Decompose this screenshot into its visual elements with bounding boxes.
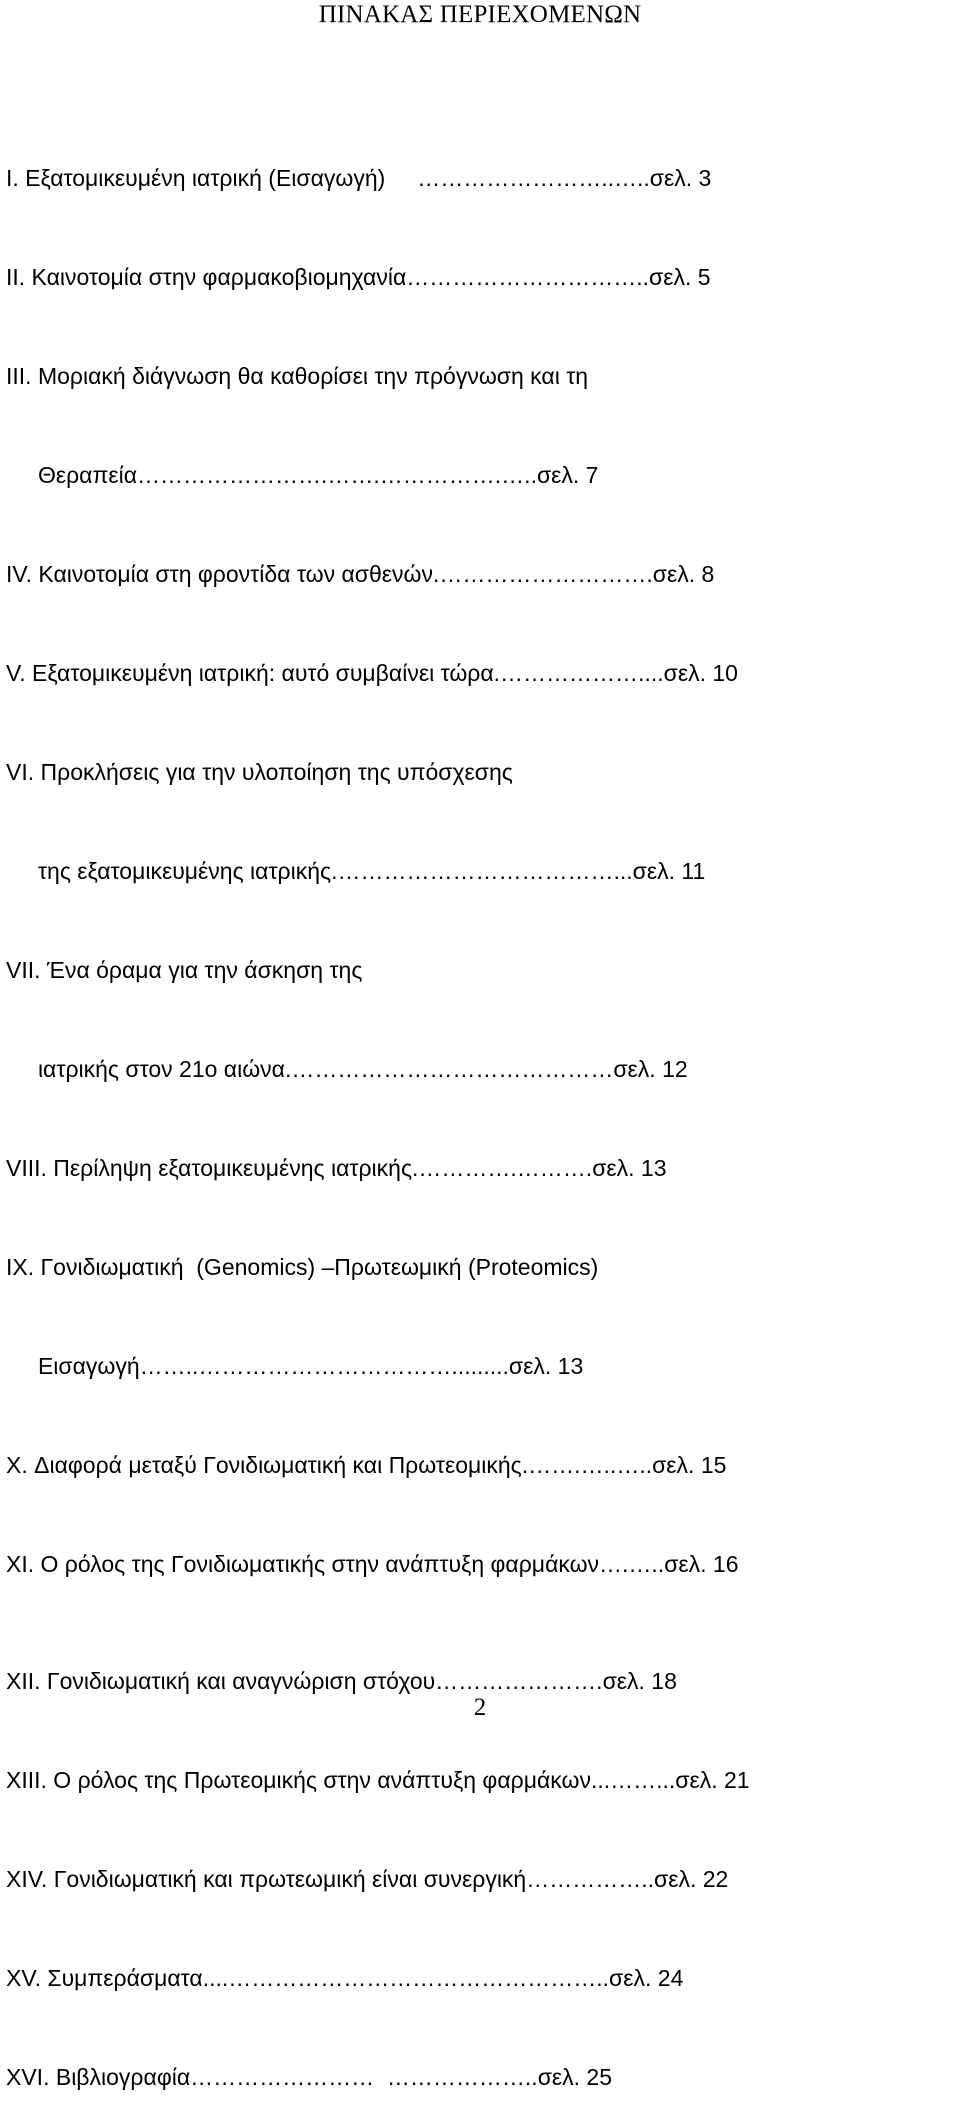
toc-entry: XI. Ο ρόλος της Γονιδιωματικής στην ανάπτυξη φαρμάκων….…..σελ. 16 — [6, 1551, 739, 1577]
toc-entry: XVI. Βιβλιογραφία…………………… ………………..σελ. 25 — [6, 2064, 613, 2090]
toc-entry: XIII. Ο ρόλος της Πρωτεομικής στην ανάπτυξη φαρμάκων...……...σελ. 21 — [6, 1767, 750, 1793]
toc-entry: IX. Γονιδιωματική (Genomics) –Πρωτεωμική (Proteomics) — [6, 1254, 599, 1280]
toc-entry: VII. Ένα όραμα για την άσκηση της — [6, 957, 363, 983]
toc-entry: I. Εξατομικευμένη ιατρική (Εισαγωγή) ……………………..…..σελ. 3 — [6, 165, 712, 191]
toc-entry: XII. Γονιδιωματική και αναγνώριση στόχου………………….σελ. 18 — [6, 1668, 677, 1694]
page-title: ΠΙΝΑΚΑΣ ΠΕΡΙΕΧΟΜΕΝΩΝ — [318, 1, 642, 28]
toc-entry-continuation: Εισαγωγή……..…………………………….........σελ. 13 — [6, 1353, 584, 1379]
toc-entry: IV. Καινοτομία στη φροντίδα των ασθενών.……………………….σελ. 8 — [6, 561, 715, 587]
toc-entry: VI. Προκλήσεις για την υλοποίηση της υπόσχεσης — [6, 759, 513, 785]
toc-entry: X. Διαφορά μεταξύ Γονιδιωματική και Πρωτεομικής.…….…..…..σελ. 15 — [6, 1452, 727, 1478]
toc-entry-continuation: Θεραπεία…………………….…….…………….…..σελ. 7 — [6, 462, 599, 488]
table-of-contents — [6, 96, 936, 2127]
toc-entry-continuation: ιατρικής στον 21ο αιώνα.……………………………………σελ. 12 — [6, 1056, 688, 1082]
toc-entry: VIII. Περίληψη εξατομικευμένης ιατρικής.………….……….σελ. 13 — [6, 1155, 667, 1181]
toc-entry: III. Μοριακή διάγνωση θα καθορίσει την πρόγνωση και τη — [6, 363, 589, 389]
page-number: 2 — [473, 1694, 487, 1721]
toc-entry-continuation: της εξατομικευμένης ιατρικής.………………………………...σελ. 11 — [6, 858, 706, 884]
toc-entry: V. Εξατομικευμένη ιατρική: αυτό συμβαίνει τώρα.………………....σελ. 10 — [6, 660, 738, 686]
toc-entry: XV. Συμπεράσματα....…………………………………………..σελ. 24 — [6, 1965, 684, 1991]
toc-entry: II. Καινοτομία στην φαρμακοβιομηχανία…………………………..σελ. 5 — [6, 264, 711, 290]
toc-entry: XIV. Γονιδιωματική και πρωτεωμική είναι συνεργική……………..σελ. 22 — [6, 1866, 729, 1892]
